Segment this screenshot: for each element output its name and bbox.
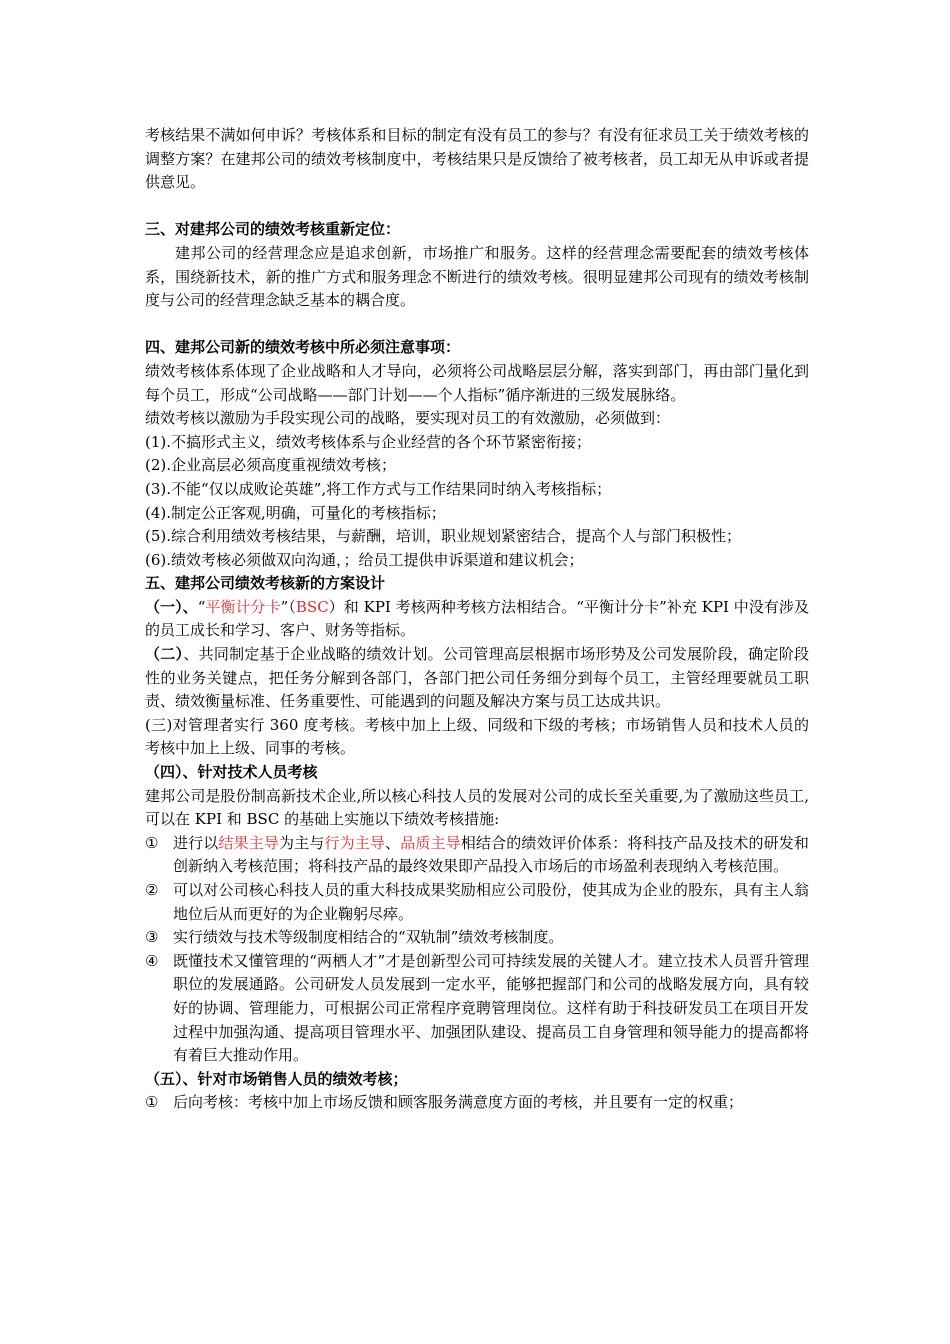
section-4-item-5: (5).综合利用绩效考核结果，与薪酬，培训，职业规划紧密结合，提高个人与部门积极性； [145,527,742,546]
section-3-body: 建邦公司的经营理念应是追求创新，市场推广和服务。这样的经营理念需要配套的绩效考核体系，围绕新技术，新的推广方式和服务理念不断进行的绩效考核。很明显建邦公司现有的绩效考核制度与公司的经营理念缺乏基本的耦合度。 [145,243,809,310]
item-text: 进行以 [173,833,219,852]
subsection-2-label: （二） [145,645,184,664]
item-text: 后向考核：考核中加上市场反馈和顾客服务满意度方面的考核，并且要有一定的权重； [173,1093,744,1112]
item-text: 既懂技术又懂管理的“两栖人才”才是创新型公司可持续发展的关键人才。建立技术人员晋升管理职位的发展通路。公司研发人员发展到一定水平，能够把握部门和公司的战略发展方向，具有较好的协调、管理能力，可根据公司正常程序竟聘管理岗位。这样有助于科技研发员工在项目开发过程中加强沟通、提高项目管理水平、加强团队建设、提高员工自身管理和领导能力的提高都将有着巨大推动作用。 [173,951,809,1065]
list-item [145,1091,809,1115]
intro-paragraph: 考核结果不满如何申诉？考核体系和目标的制定有没有员工的参与？有没有征求员工关于绩效考核的调整方案？在建邦公司的绩效考核制度中，考核结果只是反馈给了被考核者，员工却无从申诉或者提供意见。 [145,126,809,192]
subsection-5-heading: （五）、针对市场销售人员的绩效考核； [145,1069,408,1088]
section-4-item-4: (4).制定公正客观,明确，可量化的考核指标； [145,503,446,522]
spacer [145,195,809,219]
item-text: 相结合的绩效评价体系：将科技产品及技术的研发和创新纳入考核范围；将科技产品的最终效果即产品投入市场后的市场盈利表现纳入考核范围。 [173,833,809,876]
section-3-heading: 三、对建邦公司的绩效考核重新定位： [145,220,401,239]
quote-close: ”（ [280,597,296,616]
spacer [145,313,809,337]
subsection-4-heading: （四）、针对技术人员考核 [145,763,318,782]
item-text: 、 [385,833,401,852]
item-text: 可以对公司核心科技人员的重大科技成果奖励相应公司股份，使其成为企业的股东，具有主人翁地位后从而更好的为企业鞠躬尽瘁。 [173,881,809,923]
list-number: ③ [145,928,159,947]
list-number: ④ [145,951,159,970]
list-item [145,832,809,879]
list-number: ① [145,1093,159,1112]
highlight-result: 结果主导 [218,833,280,852]
highlight-bsc: BSC [295,597,329,616]
item-text: 为主与 [279,833,325,852]
list-number: ① [145,833,159,852]
paragraph-text: 、共同制定基于企业战略的绩效计划。公司管理高层根据市场形势及公司发展阶段，确定阶段性的业务关键点，把任务分解到各部门，各部门把公司任务细分到每个员工，主管经理要就员工职责、绩效衡量标准、任务重要性、可能遇到的问题及解决方案与员工达成共识。 [145,645,809,711]
list-item [145,926,809,950]
list-number: ② [145,881,159,899]
section-5-paragraph-1 [145,596,809,643]
document-body [145,124,809,1115]
section-5-paragraph-2 [145,643,809,714]
list-item [145,950,809,1068]
highlight-quality: 品质主导 [400,833,461,852]
section-4-item-6: (6).绩效考核必须做双向沟通，；给员工提供申诉渠道和建议机会； [145,550,584,569]
section-5-paragraph-3: (三)对管理者实行 360 度考核。考核中加上上级、同级和下级的考核；市场销售人员和技术人员的考核中加上上级、同事的考核。 [145,715,809,758]
section-5-heading: 五、建邦公司绩效考核新的方案设计 [145,574,386,593]
item-text: 实行绩效与技术等级制度相结合的“双轨制”绩效考核制度。 [173,928,564,947]
section-4-item-1: (1).不搞形式主义，绩效考核体系与企业经营的各个环节紧密衔接； [145,432,592,451]
section-4-paragraph-1: 绩效考核体系体现了企业战略和人才导向，必须将公司战略层层分解，落实到部门，再由部门量化到每个员工，形成“公司战略——部门计划——个人指标”循序渐进的三级发展脉络。 [145,361,809,404]
section-4-item-2: (2).企业高层必须高度重视绩效考核； [145,456,397,475]
paragraph-text: ）和 KPI 考核两种考核方法相结合。“平衡计分卡”补充 KPI 中没有涉及的员工成长和学习、客户、财务等指标。 [145,597,809,640]
list-item [145,879,809,926]
section-4-heading: 四、建邦公司新的绩效考核中所必须注意事项： [145,338,461,357]
section-4-item-3: (3).不能“仅以成败论英雄”,将工作方式与工作结果同时纳入考核指标； [145,479,612,498]
section-4-paragraph-2: 绩效考核以激励为手段实现公司的战略，要实现对员工的有效激励，必须做到： [145,409,671,428]
subsection-1-label: （一）、 [145,597,198,616]
highlight-bsc-name: 平衡计分卡 [205,597,281,616]
subsection-4-intro: 建邦公司是股份制高新技术企业,所以核心科技人员的发展对公司的成长至关重要,为了激励这些员工,可以在 KPI 和 BSC 的基础上实施以下绩效考核措施: [145,786,809,829]
quote-open: “ [197,597,206,616]
highlight-behavior: 行为主导 [324,833,386,852]
